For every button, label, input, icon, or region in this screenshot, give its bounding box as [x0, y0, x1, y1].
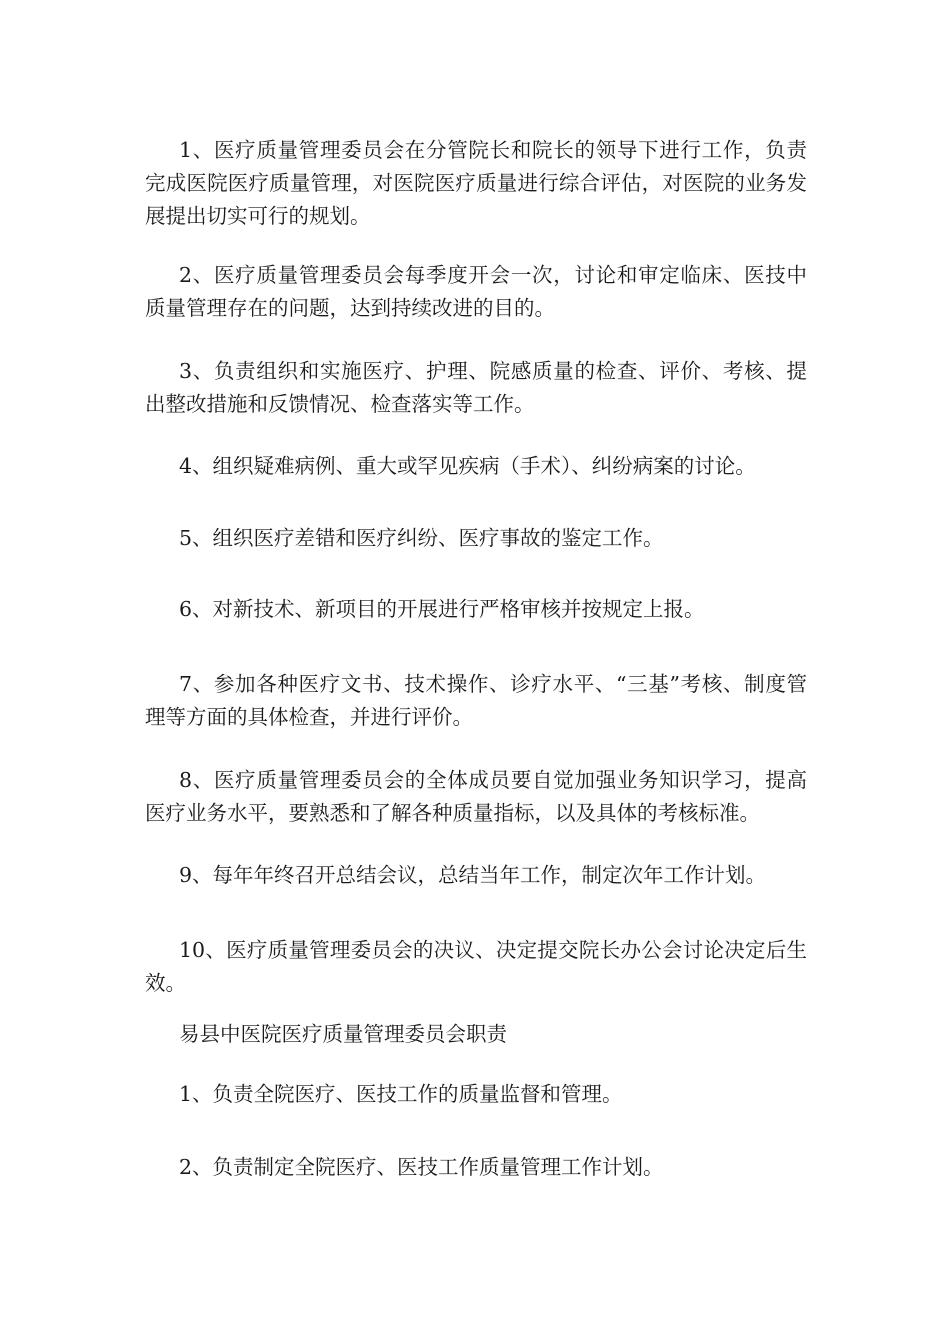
section-paragraph-2: 2、负责制定全院医疗、医技工作质量管理工作计划。	[179, 1155, 664, 1179]
duty-paragraph-9: 9、每年年终召开总结会议，总结当年工作，制定次年工作计划。	[179, 863, 767, 887]
duty-paragraph-5: 5、组织医疗差错和医疗纠纷、医疗事故的鉴定工作。	[179, 526, 664, 550]
duty-paragraph-7: 7、参加各种医疗文书、技术操作、诊疗水平、“三基”考核、制度管理等方面的具体检查，并进行评价。	[145, 672, 807, 729]
duty-paragraph-1: 1、医疗质量管理委员会在分管院长和院长的领导下进行工作，负责完成医院医疗质量管理，对医院医疗质量进行综合评估，对医院的业务发展提出切实可行的规划。	[145, 138, 807, 228]
section-title: 易县中医院医疗质量管理委员会职责	[179, 1022, 507, 1046]
section-paragraph-1: 1、负责全院医疗、医技工作的质量监督和管理。	[179, 1082, 623, 1106]
duty-paragraph-2: 2、医疗质量管理委员会每季度开会一次，讨论和审定临床、医技中质量管理存在的问题，达到持续改进的目的。	[145, 263, 807, 320]
duty-paragraph-8: 8、医疗质量管理委员会的全体成员要自觉加强业务知识学习，提高医疗业务水平，要熟悉和了解各种质量指标，以及具体的考核标准。	[145, 768, 807, 825]
duty-paragraph-3: 3、负责组织和实施医疗、护理、院感质量的检查、评价、考核、提出整改措施和反馈情况、检查落实等工作。	[145, 359, 807, 416]
duty-paragraph-4: 4、组织疑难病例、重大或罕见疾病（手术）、纠纷病案的讨论。	[179, 454, 756, 478]
duty-paragraph-6: 6、对新技术、新项目的开展进行严格审核并按规定上报。	[179, 597, 705, 621]
duty-paragraph-10: 10、医疗质量管理委员会的决议、决定提交院长办公会讨论决定后生效。	[145, 938, 807, 995]
